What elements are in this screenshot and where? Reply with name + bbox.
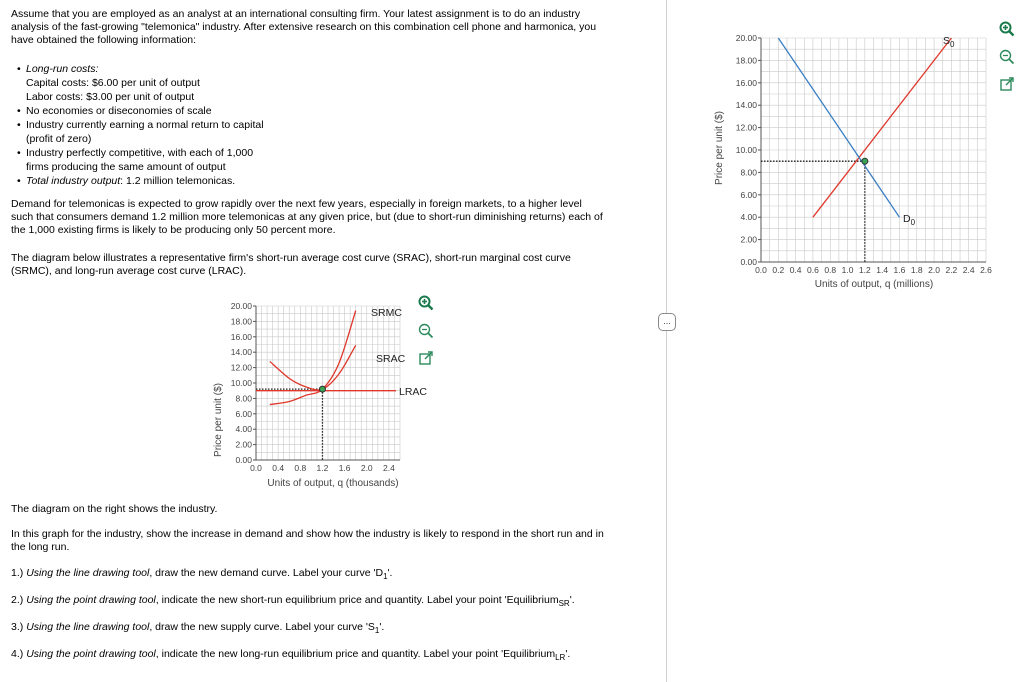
y-tick-label: 12.00 [735,122,757,133]
x-tick-label: 0.0 [250,463,262,473]
y-tick-label: 8.00 [740,167,757,178]
bullet-total-output: • Total industry output: 1.2 million telemonicas. [18,174,348,188]
industry-grid [761,38,986,262]
bullet-no-economies: • No economies or diseconomies of scale [18,104,348,118]
y-tick-label: 8.00 [235,393,252,404]
y-tick-label: 14.00 [735,100,757,111]
industry-y-ticks [736,33,761,267]
x-tick-label: 1.2 [316,463,329,473]
step-3: 3.) Using the line drawing tool, draw the new supply curve. Label your curve '$S_1$'. [11,621,385,636]
x-tick-label: 1.6 [893,265,906,275]
panel-divider [666,0,667,682]
industry-x-axis-label: Units of output, q (millions) [814,279,934,290]
y-tick-label: 16.00 [735,77,757,88]
industry-expand-icon[interactable] [998,76,1016,94]
step-2: 2.) Using the point drawing tool, indicate the new short-run equilibrium price and quantity. Label your point 'Equilibrium$_{SR}$'. [11,594,575,609]
step-1: 1.) Using the line drawing tool, draw the new demand curve. Label your curve '$D_1$'. [11,567,393,582]
firm-y-axis-label: Price per unit ($) [213,383,224,457]
y-tick-label: 10.00 [230,378,252,388]
srac-label: SRAC [376,353,406,365]
y-tick-label: 18.00 [230,316,252,327]
intro-text [11,8,651,47]
competitive-cont: firms producing the same amount of output [26,161,226,173]
industry-y-axis-label: Price per unit ($) [714,111,725,185]
industry-equilibrium-point[interactable] [862,158,868,164]
x-tick-label: 1.8 [910,265,923,275]
y-tick-label: 16.00 [230,331,252,342]
x-tick-label: 0.6 [807,265,819,275]
step-4: 4.) Using the point drawing tool, indicate the new long-run equilibrium price and quantity. Label your point 'Equilibrium$_{LR}$'. [11,648,571,663]
y-tick-label: 4.00 [235,424,252,435]
zoom-in-icon[interactable] [417,294,435,312]
lrac-label: LRAC [399,386,428,398]
industry-chart [706,30,996,296]
y-tick-label: 6.00 [740,189,757,200]
bullet-normal-return: • Industry currently earning a normal return to capital [18,118,348,132]
x-tick-label: 2.0 [928,265,940,275]
y-tick-label: 6.00 [235,408,252,419]
x-tick-label: 2.2 [945,265,958,275]
y-tick-label: 2.00 [740,234,757,245]
info-bullets [18,62,348,188]
y-tick-label: 10.00 [735,145,757,155]
x-tick-label: 0.2 [772,265,785,275]
x-tick-label: 2.4 [383,463,395,473]
firm-y-ticks [231,301,256,465]
intro-line: analysis of the fast-growing "telemonica" industry. After extensive research on this combination cell phone and harmonica, you [11,21,597,33]
industry-zoom-in-icon[interactable] [998,20,1016,38]
capital-costs: Capital costs: $6.00 per unit of output [26,77,200,89]
srmc-label: SRMC [371,307,402,319]
industry-zoom-out-icon[interactable] [998,48,1016,66]
panel-resize-handle[interactable]: ... [658,313,676,331]
x-tick-label: 0.4 [789,265,802,275]
x-tick-label: 1.0 [841,265,854,275]
x-tick-label: 1.2 [858,265,871,275]
bullet-competitive: • Industry perfectly competitive, with each of 1,000 [18,146,348,160]
intro-line: Assume that you are employed as an analyst at an international consulting firm. Your latest assignment is to do an industry [11,8,581,20]
y-tick-label: 20.00 [230,301,252,311]
firm-x-ticks [250,463,395,473]
x-tick-label: 0.8 [294,463,307,473]
x-tick-label: 1.6 [338,463,351,473]
instruction: In this graph for the industry, show the increase in demand and show how the industry is likely to respond in the short run and in the long run. [11,528,604,553]
demand-label: $D_0$ [903,213,916,227]
x-tick-label: 0.0 [755,265,767,275]
diagram-paragraph: The diagram below illustrates a representative firm's short-run average cost curve (SRAC), short-run marginal cost curve (SRMC), and long-run average cost curve (LRAC). [11,252,571,277]
expand-icon[interactable] [417,350,435,368]
y-tick-label: 2.00 [235,439,252,450]
y-tick-label: 20.00 [735,33,757,43]
labor-costs: Labor costs: $3.00 per unit of output [26,91,195,103]
firm-x-axis-label: Units of output, q (thousands) [267,478,399,489]
y-tick-label: 18.00 [735,55,757,66]
x-tick-label: 2.0 [360,463,373,473]
y-tick-label: 4.00 [740,212,757,223]
x-tick-label: 2.4 [962,265,975,275]
supply-label: $S_0$ [943,35,955,49]
x-tick-label: 1.4 [876,265,889,275]
industry-note: The diagram on the right shows the industry. [11,503,218,515]
intro-line: have obtained the following information: [11,34,197,46]
y-tick-label: 0.00 [235,455,252,465]
y-tick-label: 0.00 [740,257,757,267]
zoom-out-icon[interactable] [417,322,435,340]
x-tick-label: 0.4 [272,463,285,473]
industry-x-ticks [755,265,992,275]
y-tick-label: 14.00 [230,347,252,358]
x-tick-label: 0.8 [824,265,837,275]
x-tick-label: 2.6 [980,265,992,275]
bullet-long-run-costs: • Long-run costs: [18,62,348,76]
firm-equilibrium-point[interactable] [319,386,325,392]
y-tick-label: 12.00 [230,362,252,373]
normal-return-cont: (profit of zero) [26,133,92,145]
demand-paragraph: Demand for telemonicas is expected to grow rapidly over the next few years, especially in foreign markets, to a higher level such that consumers demand 1.2 million more telemonicas at any given price, but (due to short-run diminishing returns) each of the 1,000 existing firms is likely to be producing only 50 percent more. [11,198,603,236]
